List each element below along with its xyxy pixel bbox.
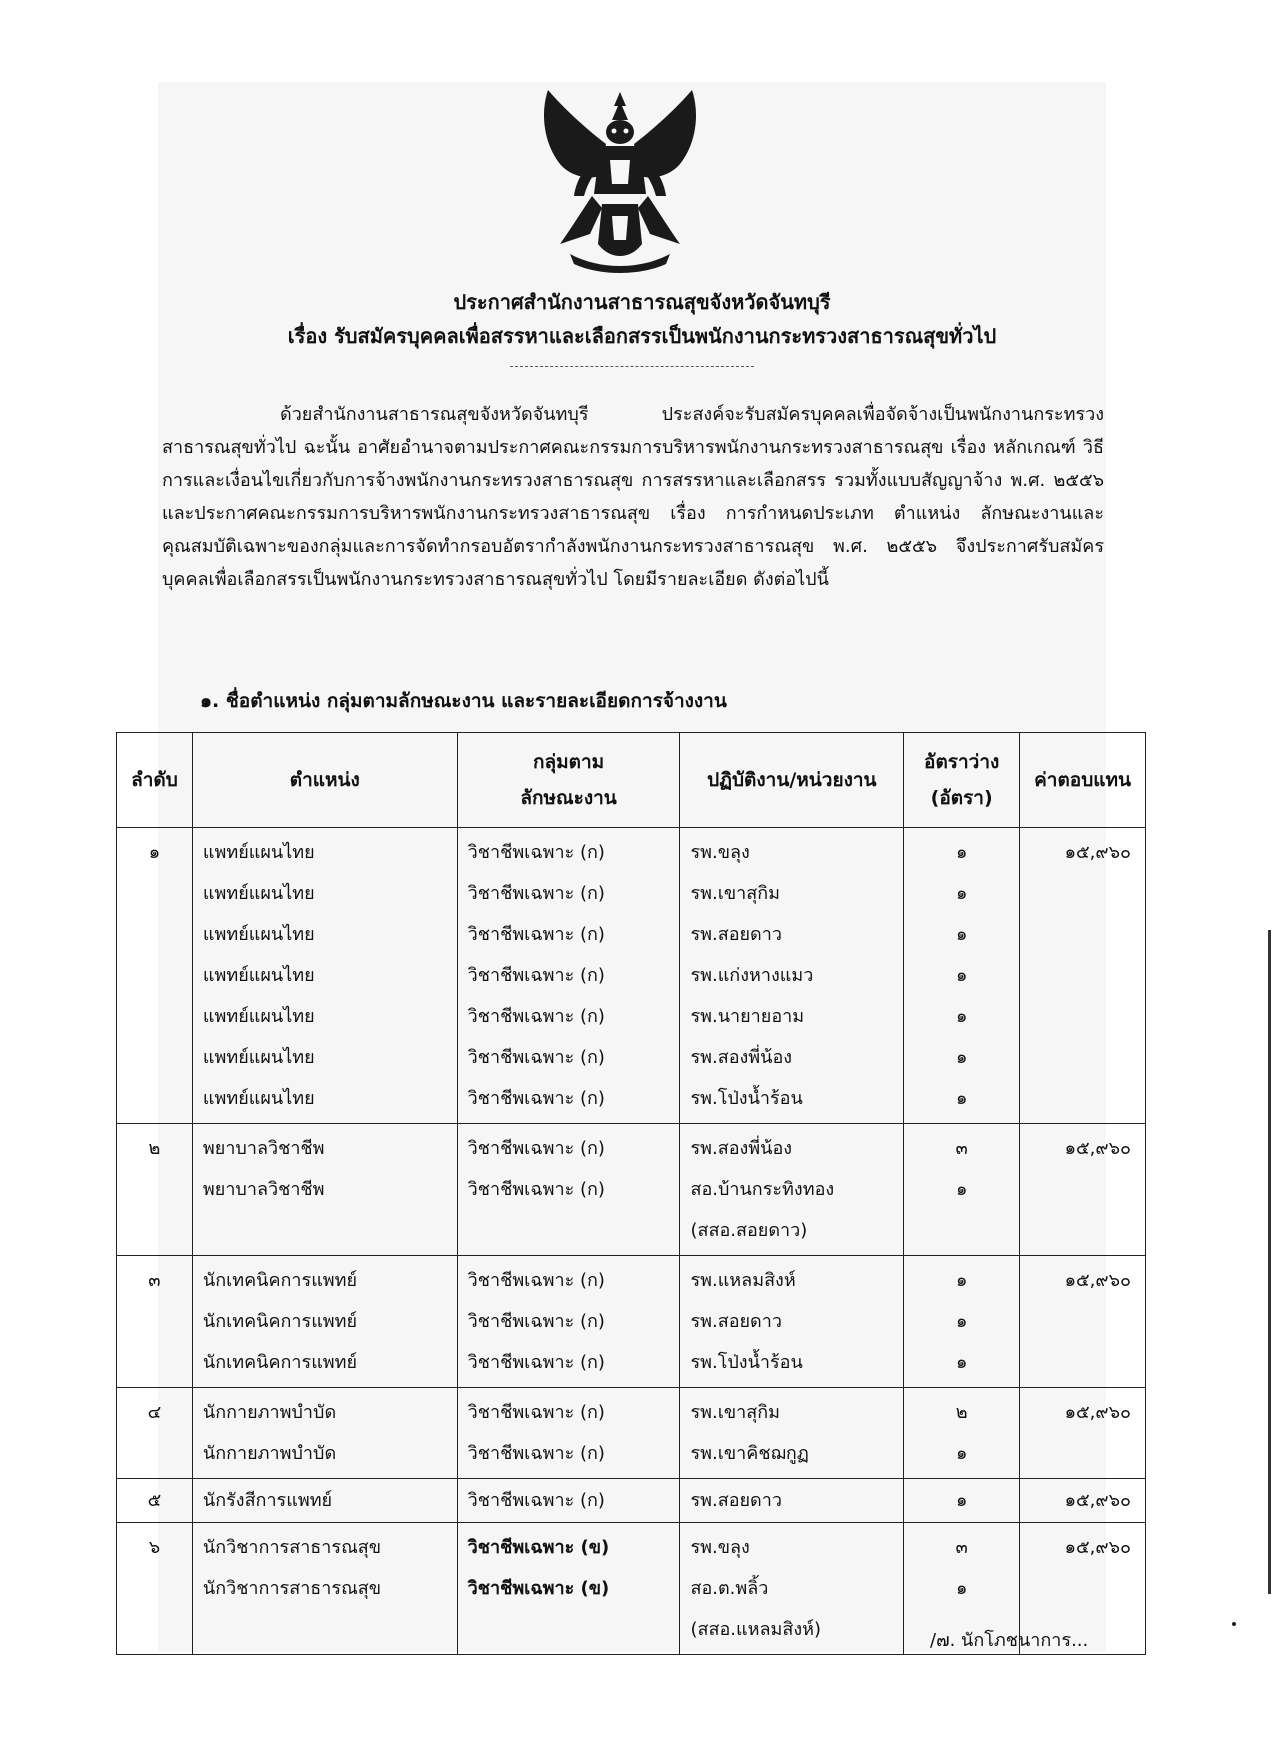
row-number: ๖ — [148, 1537, 161, 1558]
cell-position — [192, 1479, 457, 1523]
col-header-group — [457, 733, 680, 828]
col-header-rate-line1: อัตราว่าง — [924, 751, 1000, 773]
section-heading: ๑. ชื่อตำแหน่ง กลุ่มตามลักษณะงาน และรายละเอียดการจ้างงาน — [200, 690, 727, 712]
work-unit: สอ.บ้านกระทิงทอง — [690, 1179, 835, 1200]
work-unit: รพ.แหลมสิงห์ — [690, 1270, 796, 1291]
announcement-title: ประกาศสำนักงานสาธารณสุขจังหวัดจันทบุรี — [453, 290, 831, 314]
vacancy-count: ๑ — [955, 1352, 968, 1373]
table-row — [117, 828, 1146, 1124]
col-header-group-line2: ลักษณะงาน — [520, 787, 617, 809]
cell-unit — [680, 1256, 904, 1388]
cell-unit — [680, 828, 904, 1124]
table-row — [117, 1388, 1146, 1479]
work-unit: รพ.แก่งหางแมว — [690, 965, 814, 986]
work-group: วิชาชีพเฉพาะ (ก) — [467, 883, 605, 904]
position-name: พยาบาลวิชาชีพ — [202, 1179, 325, 1200]
salary: ๑๕,๙๖๐ — [1064, 1270, 1131, 1291]
cell-group — [457, 1256, 680, 1388]
work-unit: รพ.โป่งน้ำร้อน — [690, 1352, 803, 1373]
work-group: วิชาชีพเฉพาะ (ก) — [467, 924, 605, 945]
vacancy-count: ๑ — [955, 1270, 968, 1291]
work-group: วิชาชีพเฉพาะ (ก) — [467, 1443, 605, 1464]
cell-pay — [1020, 1124, 1146, 1256]
cell-unit — [680, 1479, 904, 1523]
work-unit: รพ.เขาคิชฌกูฏ — [690, 1443, 809, 1464]
position-name: นักเทคนิคการแพทย์ — [202, 1270, 358, 1291]
cell-group — [457, 1388, 680, 1479]
position-name: นักกายภาพบำบัด — [202, 1402, 337, 1423]
table-header-row — [117, 733, 1146, 828]
vacancy-count: ๑ — [955, 1311, 968, 1332]
title-separator — [510, 366, 754, 367]
work-unit: รพ.สองพี่น้อง — [690, 1138, 793, 1159]
vacancy-count: ๑ — [955, 1490, 968, 1511]
position-name: นักเทคนิคการแพทย์ — [202, 1311, 358, 1332]
table-row — [117, 1256, 1146, 1388]
col-header-unit: ปฏิบัติงาน/หน่วยงาน — [680, 733, 904, 828]
col-header-rate-line2: (อัตรา) — [930, 787, 993, 809]
cell-no — [117, 1479, 193, 1523]
cell-pay — [1020, 828, 1146, 1124]
vacancy-count: ๑ — [955, 1443, 968, 1464]
position-name: นักวิชาการสาธารณสุข — [202, 1537, 382, 1558]
row-number: ๔ — [147, 1402, 162, 1423]
cell-rate — [904, 1479, 1020, 1523]
vacancy-count: ๒ — [955, 1402, 968, 1423]
cell-rate — [904, 1388, 1020, 1479]
work-unit: รพ.สองพี่น้อง — [690, 1047, 793, 1068]
row-number: ๒ — [148, 1138, 161, 1159]
work-group: วิชาชีพเฉพาะ (ก) — [467, 1270, 605, 1291]
cell-group — [457, 828, 680, 1124]
vacancy-count: ๑ — [955, 1578, 968, 1599]
vacancy-count: ๑ — [955, 965, 968, 986]
cell-no — [117, 828, 193, 1124]
cell-position — [192, 1256, 457, 1388]
position-name: นักรังสีการแพทย์ — [202, 1490, 333, 1511]
work-unit-extra: (สสอ.สอยดาว) — [690, 1220, 808, 1241]
vacancy-count: ๑ — [955, 1088, 968, 1109]
position-name: แพทย์แผนไทย — [202, 842, 315, 863]
scan-speck — [1232, 1622, 1236, 1626]
work-group: วิชาชีพเฉพาะ (ก) — [467, 1006, 605, 1027]
work-group: วิชาชีพเฉพาะ (ก) — [467, 1311, 605, 1332]
work-unit: รพ.ขลุง — [690, 1537, 750, 1558]
continuation-note: /๗. นักโภชนาการ... — [930, 1630, 1089, 1651]
cell-unit — [680, 1388, 904, 1479]
cell-position — [192, 1124, 457, 1256]
position-name: แพทย์แผนไทย — [202, 965, 315, 986]
row-number: ๓ — [148, 1270, 161, 1291]
work-group: วิชาชีพเฉพาะ (ก) — [467, 1088, 605, 1109]
salary: ๑๕,๙๖๐ — [1064, 1138, 1131, 1159]
cell-no — [117, 1256, 193, 1388]
work-unit-extra: (สสอ.แหลมสิงห์) — [690, 1619, 822, 1640]
salary: ๑๕,๙๖๐ — [1064, 842, 1131, 863]
cell-pay — [1020, 1388, 1146, 1479]
salary: ๑๕,๙๖๐ — [1064, 1402, 1131, 1423]
position-name: แพทย์แผนไทย — [202, 1088, 315, 1109]
position-name: แพทย์แผนไทย — [202, 924, 315, 945]
cell-rate — [904, 1256, 1020, 1388]
table-row — [117, 1124, 1146, 1256]
row-number: ๑ — [148, 842, 161, 863]
cell-no — [117, 1388, 193, 1479]
position-name: พยาบาลวิชาชีพ — [202, 1138, 325, 1159]
vacancy-count: ๑ — [955, 883, 968, 904]
positions-table — [116, 732, 1146, 1655]
work-group: วิชาชีพเฉพาะ (ก) — [467, 842, 605, 863]
work-group: วิชาชีพเฉพาะ (ก) — [467, 1490, 605, 1511]
work-group: วิชาชีพเฉพาะ (ข) — [467, 1537, 610, 1558]
cell-rate — [904, 828, 1020, 1124]
col-header-no: ลำดับ — [117, 733, 193, 828]
position-name: แพทย์แผนไทย — [202, 1047, 315, 1068]
cell-position — [192, 1388, 457, 1479]
table-row — [117, 1479, 1146, 1523]
position-name: นักวิชาการสาธารณสุข — [202, 1578, 382, 1599]
work-unit: รพ.สอยดาว — [690, 1311, 782, 1332]
cell-position — [192, 828, 457, 1124]
work-unit: สอ.ต.พลิ้ว — [690, 1578, 769, 1599]
work-group: วิชาชีพเฉพาะ (ก) — [467, 1179, 605, 1200]
work-unit: รพ.เขาสุกิม — [690, 1402, 781, 1423]
cell-pay — [1020, 1256, 1146, 1388]
salary: ๑๕,๙๖๐ — [1064, 1490, 1131, 1511]
cell-group — [457, 1479, 680, 1523]
cell-position — [192, 1523, 457, 1655]
cell-unit — [680, 1523, 904, 1655]
salary: ๑๕,๙๖๐ — [1064, 1537, 1131, 1558]
position-name: นักกายภาพบำบัด — [202, 1443, 337, 1464]
work-unit: รพ.โป่งน้ำร้อน — [690, 1088, 803, 1109]
col-header-position: ตำแหน่ง — [192, 733, 457, 828]
vacancy-count: ๑ — [955, 842, 968, 863]
work-group: วิชาชีพเฉพาะ (ก) — [467, 1402, 605, 1423]
position-name: แพทย์แผนไทย — [202, 883, 315, 904]
vacancy-count: ๑ — [955, 1047, 968, 1068]
cell-no — [117, 1523, 193, 1655]
vacancy-count: ๑ — [955, 1006, 968, 1027]
work-group: วิชาชีพเฉพาะ (ข) — [467, 1578, 610, 1599]
cell-no — [117, 1124, 193, 1256]
work-unit: รพ.นายายอาม — [690, 1006, 805, 1027]
col-header-rate — [904, 733, 1020, 828]
scan-edge-line — [1268, 930, 1271, 1594]
cell-group — [457, 1124, 680, 1256]
work-unit: รพ.สอยดาว — [690, 1490, 782, 1511]
vacancy-count: ๓ — [955, 1537, 968, 1558]
work-group: วิชาชีพเฉพาะ (ก) — [467, 965, 605, 986]
position-name: นักเทคนิคการแพทย์ — [202, 1352, 358, 1373]
garuda-emblem-icon — [530, 84, 710, 274]
row-number: ๕ — [147, 1490, 162, 1511]
body-text: ด้วยสำนักงานสาธารณสุขจังหวัดจันทบุรี ประสงค์จะรับสมัครบุคคลเพื่อจัดจ้างเป็นพนักงานกระทรวงสาธารณสุขทั่วไป ฉะนั้น อาศัยอำนาจตามประกาศคณะกรรมการบริหารพนักงานกระทรวงสาธารณสุข เรื่อง หลักเกณฑ์ วิธีการและเงื่อนไขเกี่ยวกับการจ้างพนักงานกระทรวงสาธารณสุข การสรรหาและเลือกสรร รวมทั้งแบบสัญญาจ้าง พ.ศ. ๒๕๕๖ และประกาศคณะกรรมการบริหารพนักงานกระทรวงสาธารณสุข เรื่อง การกำหนดประเภท ตำแหน่ง ลักษณะงานและคุณสมบัติเฉพาะของกลุ่มและการจัดทำกรอบอัตรากำลังพนักงานกระทรวงสาธารณสุข พ.ศ. ๒๕๕๖ จึงประกาศรับสมัครบุคคลเพื่อเลือกสรรเป็นพนักงานกระทรวงสาธารณสุขทั่วไป โดยมีรายละเอียด ดังต่อไปนี้ — [162, 404, 1104, 590]
cell-pay — [1020, 1479, 1146, 1523]
work-group: วิชาชีพเฉพาะ (ก) — [467, 1352, 605, 1373]
vacancy-count: ๑ — [955, 1179, 968, 1200]
work-group: วิชาชีพเฉพาะ (ก) — [467, 1047, 605, 1068]
work-unit: รพ.สอยดาว — [690, 924, 782, 945]
cell-rate — [904, 1124, 1020, 1256]
col-header-pay: ค่าตอบแทน — [1020, 733, 1146, 828]
work-unit: รพ.ขลุง — [690, 842, 750, 863]
work-unit: รพ.เขาสุกิม — [690, 883, 781, 904]
announcement-subject: เรื่อง รับสมัครบุคคลเพื่อสรรหาและเลือกสรรเป็นพนักงานกระทรวงสาธารณสุขทั่วไป — [287, 324, 997, 348]
col-header-group-line1: กลุ่มตาม — [532, 751, 605, 773]
cell-unit — [680, 1124, 904, 1256]
position-name: แพทย์แผนไทย — [202, 1006, 315, 1027]
work-group: วิชาชีพเฉพาะ (ก) — [467, 1138, 605, 1159]
vacancy-count: ๑ — [955, 924, 968, 945]
body-paragraph — [162, 398, 1104, 596]
cell-group — [457, 1523, 680, 1655]
vacancy-count: ๓ — [955, 1138, 968, 1159]
